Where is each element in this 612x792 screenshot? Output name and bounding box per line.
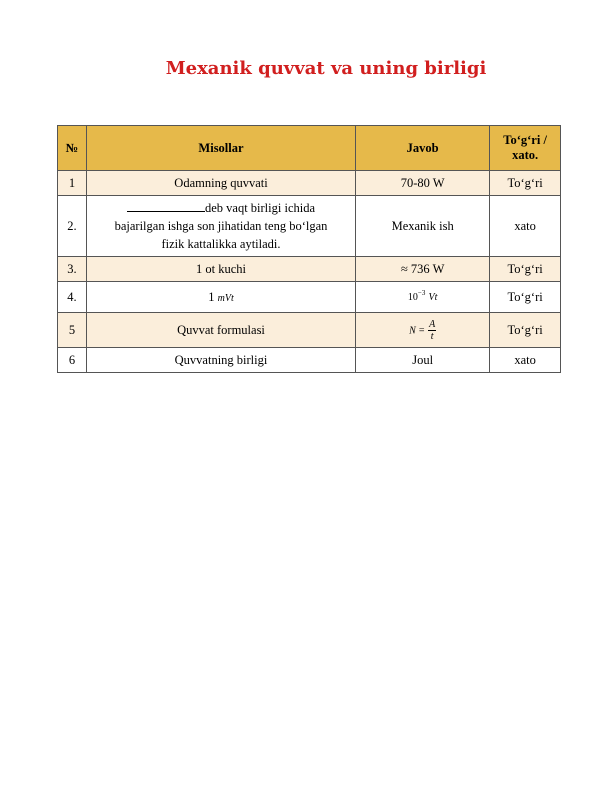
fill-in-blank — [127, 200, 205, 212]
formula-denominator: t — [430, 330, 434, 342]
table-row — [58, 171, 561, 196]
table-row — [58, 257, 561, 282]
header-number: № — [58, 126, 87, 171]
row-verdict: xato — [490, 196, 561, 257]
row-verdict: To‘g‘ri — [490, 313, 561, 348]
row-answer: Joul — [356, 348, 490, 373]
row-answer: ≈ 736 W — [356, 257, 490, 282]
row-example: Quvvat formulasi — [86, 313, 355, 348]
answer-exponent: −3 — [417, 289, 426, 298]
answer-base: 10 — [407, 292, 418, 304]
row-example: Odamning quvvati — [86, 171, 355, 196]
row-answer: 70-80 W — [356, 171, 490, 196]
table-row — [58, 196, 561, 257]
row-number: 2. — [58, 196, 87, 257]
row-example: 1 ot kuchi — [86, 257, 355, 282]
header-examples: Misollar — [86, 126, 355, 171]
row-answer — [356, 282, 490, 313]
example-line-1: deb vaqt birligi ichida — [204, 201, 316, 215]
row-verdict: To‘g‘ri — [490, 257, 561, 282]
row-number: 3. — [58, 257, 87, 282]
answer-unit: Vt — [428, 292, 438, 304]
row-example — [86, 196, 355, 257]
row-answer: Mexanik ish — [356, 196, 490, 257]
header-verdict-line2: xato. — [512, 148, 539, 162]
formula-fraction — [428, 319, 436, 342]
row-verdict: xato — [490, 348, 561, 373]
example-number: 1 — [208, 289, 215, 304]
header-verdict — [490, 126, 561, 171]
row-number: 5 — [58, 313, 87, 348]
formula-numerator: A — [429, 318, 436, 330]
row-number: 1 — [58, 171, 87, 196]
table-row — [58, 313, 561, 348]
table-header-row — [58, 126, 561, 171]
example-line-2: bajarilgan ishga son jihatidan teng bo‘lgan — [114, 219, 328, 233]
quiz-table — [57, 125, 561, 373]
row-verdict: To‘g‘ri — [490, 171, 561, 196]
formula-lhs: N = — [409, 324, 425, 336]
example-unit: mVt — [217, 292, 234, 304]
row-answer — [356, 313, 490, 348]
example-line-3: fizik kattalikka aytiladi. — [161, 237, 281, 251]
row-number: 6 — [58, 348, 87, 373]
table-row — [58, 282, 561, 313]
row-example — [86, 282, 355, 313]
header-verdict-line1: To‘g‘ri / — [503, 133, 547, 147]
header-answer: Javob — [356, 126, 490, 171]
table-row — [58, 348, 561, 373]
row-example: Quvvatning birligi — [86, 348, 355, 373]
row-number: 4. — [58, 282, 87, 313]
page-title: Mexanik quvvat va uning birligi — [165, 58, 487, 79]
row-verdict: To‘g‘ri — [490, 282, 561, 313]
